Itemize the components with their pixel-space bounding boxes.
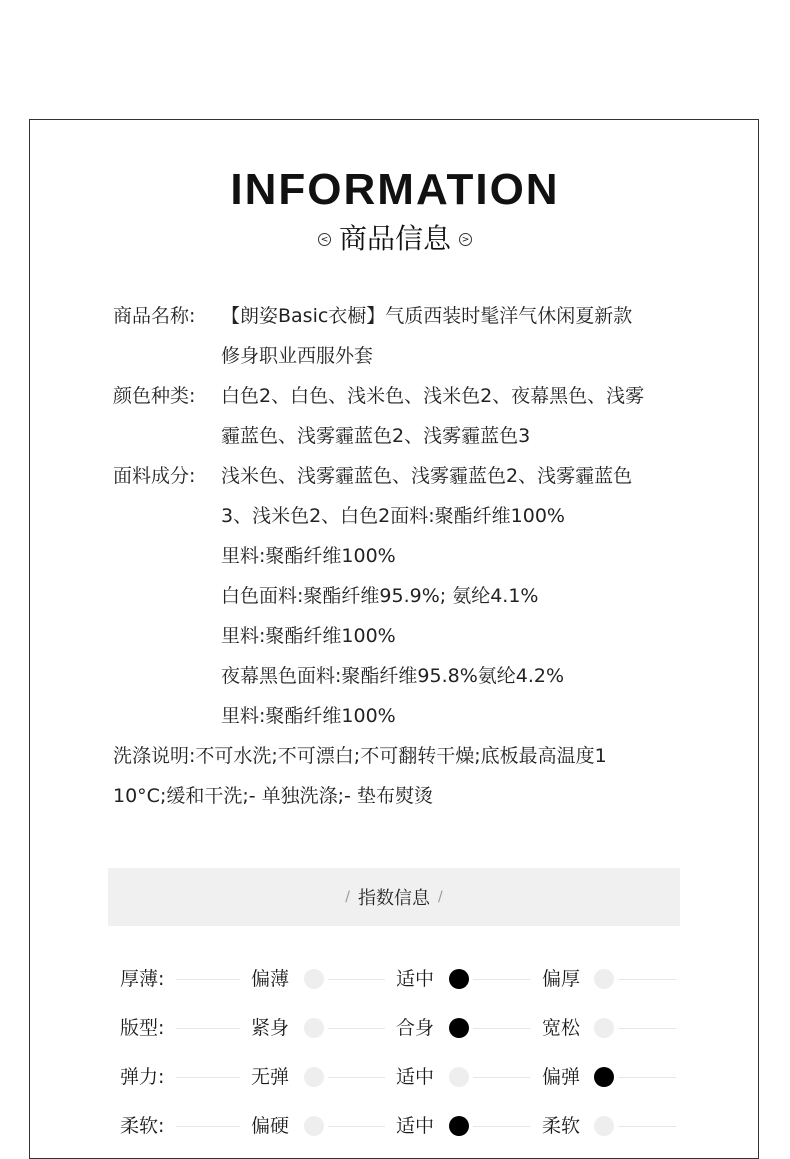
info-value: 里料:聚酯纤维100% (221, 545, 396, 567)
page-subtitle (0, 220, 790, 258)
wash-text-cont: 10°C;缓和干洗;- 单独洗涤;- 垫布熨烫 (113, 785, 433, 807)
unselected-dot-icon (594, 1018, 614, 1038)
info-label: 面料成分: (113, 465, 196, 487)
info-value: 霾蓝色、浅雾霾蓝色2、浅雾霾蓝色3 (221, 425, 531, 447)
info-row-material (113, 456, 713, 736)
slash-icon: / (345, 889, 350, 905)
index-divider-line (618, 979, 676, 980)
selected-dot-icon (449, 1116, 469, 1136)
index-divider-line (176, 1028, 240, 1029)
index-option-label: 无弹 (251, 1066, 290, 1088)
index-divider-line (328, 1126, 385, 1127)
index-row-label: 版型: (120, 1017, 165, 1039)
index-option-label: 适中 (396, 1115, 435, 1137)
wash-instructions (113, 736, 693, 816)
page-title: INFORMATION (230, 165, 560, 214)
product-info (113, 296, 713, 816)
index-divider-line (618, 1077, 676, 1078)
info-row-name (113, 296, 713, 376)
index-divider-line (618, 1028, 676, 1029)
index-title: 指数信息 (358, 888, 430, 909)
index-divider-line (176, 1126, 240, 1127)
index-option-label: 偏厚 (542, 968, 581, 990)
slash-icon: / (438, 889, 443, 905)
index-row (120, 1016, 680, 1040)
info-value: 修身职业西服外套 (221, 345, 374, 367)
info-label: 商品名称: (113, 305, 196, 327)
index-divider-line (176, 979, 240, 980)
index-option-label: 偏硬 (251, 1115, 290, 1137)
info-value: 里料:聚酯纤维100% (221, 705, 396, 727)
index-divider-line (473, 1028, 530, 1029)
chevron-left-icon: < (318, 233, 331, 246)
info-value: 【朗姿Basic衣橱】气质西装时髦洋气休闲夏新款 (221, 305, 633, 327)
info-value: 里料:聚酯纤维100% (221, 625, 396, 647)
index-option-label: 宽松 (542, 1017, 581, 1039)
index-divider-line (473, 1077, 530, 1078)
index-option-label: 偏薄 (251, 968, 290, 990)
unselected-dot-icon (304, 1067, 324, 1087)
selected-dot-icon (449, 1018, 469, 1038)
info-value: 白色面料:聚酯纤维95.9%; 氨纶4.1% (221, 585, 539, 607)
index-row (120, 1065, 680, 1089)
info-value: 白色2、白色、浅米色、浅米色2、夜幕黑色、浅雾 (221, 385, 645, 407)
info-value: 夜幕黑色面料:聚酯纤维95.8%氨纶4.2% (221, 665, 565, 687)
index-header (108, 868, 680, 926)
index-option-label: 紧身 (251, 1017, 290, 1039)
selected-dot-icon (449, 969, 469, 989)
info-value: 3、浅米色2、白色2面料:聚酯纤维100% (221, 505, 565, 527)
index-option-label: 偏弹 (542, 1066, 581, 1088)
index-option-label: 柔软 (542, 1115, 581, 1137)
info-row-colors (113, 376, 713, 456)
index-divider-line (618, 1126, 676, 1127)
index-option-label: 合身 (396, 1017, 435, 1039)
info-label: 颜色种类: (113, 385, 196, 407)
index-row-label: 弹力: (120, 1066, 165, 1088)
index-option-label: 适中 (396, 968, 435, 990)
index-option-label: 适中 (396, 1066, 435, 1088)
chevron-right-icon: > (459, 233, 472, 246)
index-divider-line (473, 1126, 530, 1127)
wash-text: 不可水洗;不可漂白;不可翻转干燥;底板最高温度1 (195, 745, 607, 767)
index-row-label: 柔软: (120, 1115, 165, 1137)
unselected-dot-icon (594, 969, 614, 989)
unselected-dot-icon (304, 969, 324, 989)
index-divider-line (328, 1077, 385, 1078)
index-row-label: 厚薄: (120, 968, 165, 990)
index-divider-line (473, 979, 530, 980)
unselected-dot-icon (304, 1116, 324, 1136)
index-divider-line (328, 1028, 385, 1029)
index-divider-line (328, 979, 385, 980)
wash-label: 洗涤说明: (113, 745, 196, 767)
unselected-dot-icon (304, 1018, 324, 1038)
index-divider-line (176, 1077, 240, 1078)
unselected-dot-icon (594, 1116, 614, 1136)
index-row (120, 1114, 680, 1138)
index-row (120, 967, 680, 991)
info-value: 浅米色、浅雾霾蓝色、浅雾霾蓝色2、浅雾霾蓝色 (221, 465, 633, 487)
selected-dot-icon (594, 1067, 614, 1087)
unselected-dot-icon (449, 1067, 469, 1087)
subtitle-text: 商品信息 (338, 222, 451, 255)
